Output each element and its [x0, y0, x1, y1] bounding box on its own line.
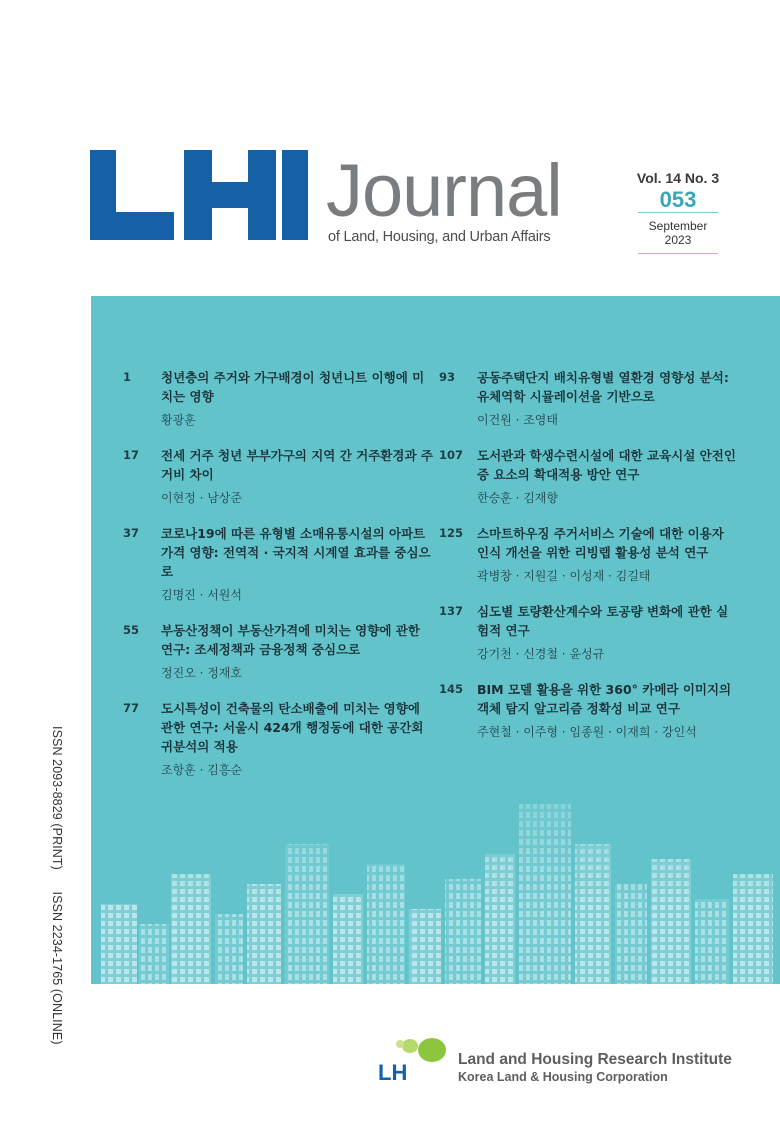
- toc-authors: 곽병창 · 지원길 · 이성재 · 김길태: [477, 569, 651, 583]
- issue-info: [636, 168, 720, 254]
- issue-date: September 2023: [648, 219, 708, 247]
- toc-authors: 정진오 · 정재호: [161, 666, 242, 680]
- toc-page-number: 93: [439, 370, 456, 384]
- lhi-logo-mark: [88, 150, 308, 242]
- lh-corporate-logo: [376, 1030, 448, 1086]
- issn-online: ISSN 2234-1765 (ONLINE): [50, 891, 64, 1045]
- toc-entry[interactable]: [123, 368, 433, 428]
- toc-authors: 황광훈: [161, 413, 196, 427]
- toc-authors: 이현정 · 남상준: [161, 491, 242, 505]
- toc-entry[interactable]: [123, 699, 433, 778]
- toc-entry[interactable]: [439, 524, 739, 584]
- toc-title: 공동주택단지 배치유형별 열환경 영향성 분석: 유체역학 시뮬레이션을 기반으로: [477, 370, 729, 404]
- toc-title: 스마트하우징 주거서비스 기술에 대한 이용자 인식 개선을 위한 리빙랩 활용성 분석 연구: [477, 526, 724, 560]
- toc-entry[interactable]: [123, 621, 433, 681]
- lh-logo-text: LH: [378, 1060, 408, 1085]
- toc-title: 부동산정책이 부동산가격에 미치는 영향에 관한 연구: 조세정책과 금융정책 중심으로: [161, 623, 420, 657]
- lh-leaf-icon: [376, 1030, 448, 1086]
- contents-panel: [91, 296, 780, 984]
- corporation-name: Korea Land & Housing Corporation: [458, 1070, 668, 1084]
- toc-authors: 주현철 · 이주형 · 임종원 · 이재희 · 강인석: [477, 725, 697, 739]
- toc-page-number: 107: [439, 448, 464, 462]
- toc-authors: 강기천 · 신경철 · 윤성규: [477, 647, 605, 661]
- toc-entry[interactable]: [439, 368, 739, 428]
- toc-entry[interactable]: [439, 446, 739, 506]
- toc-right-column: [439, 368, 739, 758]
- toc-title: 심도별 토량환산계수와 토공량 변화에 관한 실험적 연구: [477, 604, 729, 638]
- toc-entry[interactable]: [439, 680, 739, 740]
- toc-authors: 이건원 · 조영태: [477, 413, 558, 427]
- toc-title: 청년층의 주거와 가구배경이 청년니트 이행에 미치는 영향: [161, 370, 425, 404]
- toc-authors: 김명진 · 서원석: [161, 588, 242, 602]
- institute-name: Land and Housing Research Institute: [458, 1051, 732, 1068]
- toc-title: 도서관과 학생수련시설에 대한 교육시설 안전인증 요소의 확대적용 방안 연구: [477, 448, 736, 482]
- divider: [638, 212, 718, 213]
- toc-page-number: 145: [439, 682, 464, 696]
- issn-print: ISSN 2093-8829 (PRINT): [50, 726, 64, 870]
- journal-subtitle: of Land, Housing, and Urban Affairs: [328, 229, 551, 245]
- toc-page-number: 77: [123, 701, 140, 715]
- city-skyline-illustration: [91, 784, 780, 984]
- toc-page-number: 55: [123, 623, 140, 637]
- toc-authors: 한승훈 · 김재향: [477, 491, 558, 505]
- journal-title: Journal: [326, 149, 562, 232]
- lhi-logo: [88, 150, 308, 242]
- toc-title: 도시특성이 건축물의 탄소배출에 미치는 영향에 관한 연구: 서울시 424개 행정동에 대한 공간회귀분석의 적용: [161, 701, 424, 754]
- toc-page-number: 17: [123, 448, 140, 462]
- divider: [638, 253, 718, 254]
- toc-title: 코로나19에 따른 유형별 소매유통시설의 아파트 가격 영향: 전역적 · 국지적 시계열 효과를 중심으로: [161, 526, 431, 579]
- toc-entry[interactable]: [123, 524, 433, 603]
- issn-info: [50, 726, 64, 1063]
- toc-page-number: 125: [439, 526, 464, 540]
- toc-title: 전세 거주 청년 부부가구의 지역 간 거주환경과 주거비 차이: [161, 448, 433, 482]
- volume-number: Vol. 14 No. 3: [636, 170, 720, 186]
- issue-number: 053: [659, 187, 697, 212]
- toc-entry[interactable]: [439, 602, 739, 662]
- toc-left-column: [123, 368, 433, 796]
- toc-authors: 조항훈 · 김흥순: [161, 763, 242, 777]
- toc-title: BIM 모델 활용을 위한 360° 카메라 이미지의 객체 탐지 알고리즘 정확성 비교 연구: [477, 682, 732, 716]
- toc-page-number: 137: [439, 604, 464, 618]
- toc-page-number: 37: [123, 526, 140, 540]
- toc-page-number: 1: [123, 370, 132, 384]
- toc-entry[interactable]: [123, 446, 433, 506]
